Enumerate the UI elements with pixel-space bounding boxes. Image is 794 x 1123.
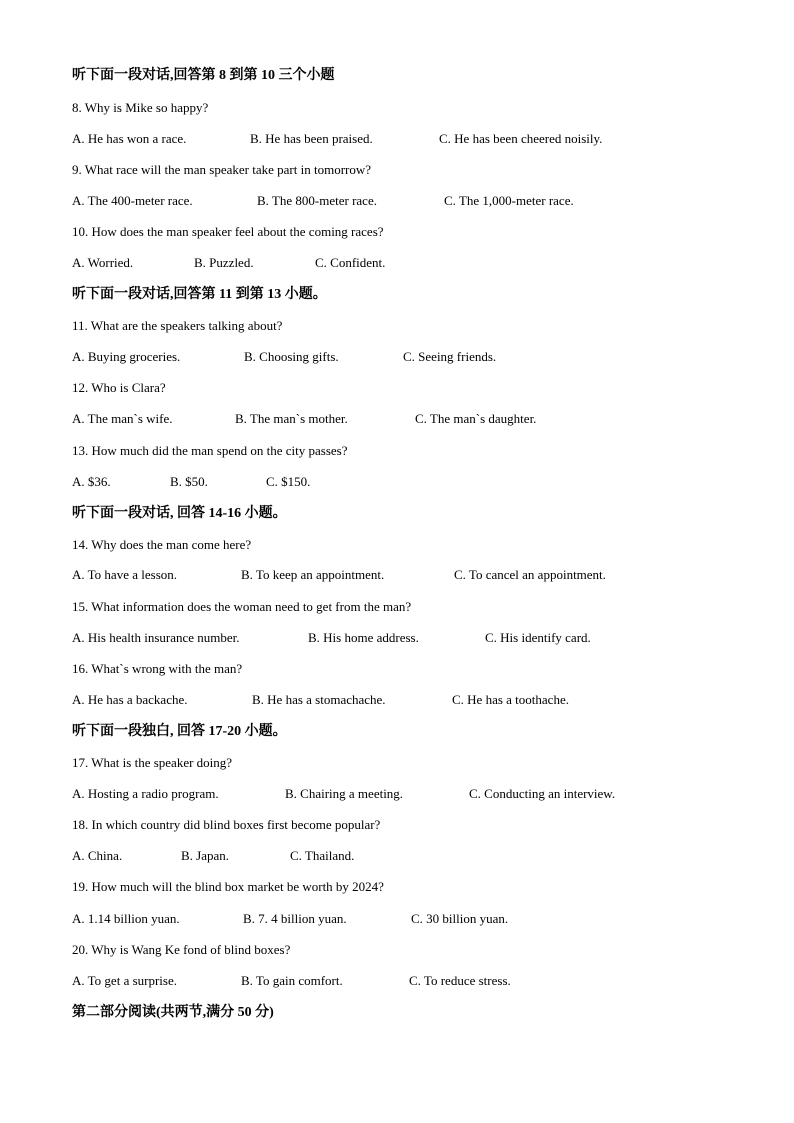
option-a: A. To get a surprise.	[72, 973, 177, 988]
question-text: 20. Why is Wang Ke fond of blind boxes?	[72, 942, 291, 957]
option-b: B. The 800-meter race.	[257, 193, 377, 208]
option-c: C. To cancel an appointment.	[454, 567, 606, 582]
option-a: A. He has a backache.	[72, 692, 188, 707]
question-text: 18. In which country did blind boxes first become popular?	[72, 817, 381, 832]
option-b: B. Choosing gifts.	[244, 349, 339, 364]
option-b: B. Chairing a meeting.	[285, 786, 404, 801]
question-text: 9. What race will the man speaker take part in tomorrow?	[72, 162, 372, 177]
option-c: C. He has been cheered noisily.	[439, 131, 603, 146]
section-heading: 听下面一段对话,回答第 11 到第 13 小题。	[72, 287, 327, 302]
option-a: A. The 400-meter race.	[72, 193, 193, 208]
option-b: B. To gain comfort.	[241, 973, 343, 988]
question-text: 15. What information does the woman need to get from the man?	[72, 599, 412, 614]
option-c: C. He has a toothache.	[452, 692, 569, 707]
option-b: B. Japan.	[181, 848, 230, 863]
option-c: C. Thailand.	[290, 848, 355, 863]
option-a: A. To have a lesson.	[72, 567, 177, 582]
question-text: 11. What are the speakers talking about?	[72, 318, 283, 333]
option-b: B. To keep an appointment.	[241, 567, 385, 582]
option-b: B. 7. 4 billion yuan.	[243, 911, 347, 926]
question-text: 14. Why does the man come here?	[72, 537, 252, 552]
section-heading: 听下面一段独白, 回答 17-20 小题。	[72, 724, 287, 739]
option-c: C. $150.	[266, 474, 311, 489]
option-a: A. He has won a race.	[72, 131, 187, 146]
option-c: C. Confident.	[315, 255, 386, 270]
option-a: A. His health insurance number.	[72, 630, 240, 645]
question-text: 12. Who is Clara?	[72, 380, 166, 395]
question-text: 19. How much will the blind box market be worth by 2024?	[72, 879, 384, 894]
option-a: A. Buying groceries.	[72, 349, 181, 364]
option-a: A. China.	[72, 848, 123, 863]
question-text: 16. What`s wrong with the man?	[72, 661, 243, 676]
question-text: 13. How much did the man spend on the city passes?	[72, 443, 348, 458]
option-c: C. The 1,000-meter race.	[444, 193, 574, 208]
part-two-heading: 第二部分阅读(共两节,满分 50 分)	[72, 1005, 274, 1020]
option-b: B. The man`s mother.	[235, 411, 348, 426]
option-c: C. To reduce stress.	[409, 973, 511, 988]
option-b: B. He has been praised.	[250, 131, 373, 146]
option-b: B. $50.	[170, 474, 208, 489]
option-b: B. He has a stomachache.	[252, 692, 386, 707]
option-c: C. His identify card.	[485, 630, 591, 645]
option-a: A. Worried.	[72, 255, 134, 270]
option-a: A. The man`s wife.	[72, 411, 173, 426]
section-heading: 听下面一段对话, 回答 14-16 小题。	[72, 506, 287, 521]
option-b: B. Puzzled.	[194, 255, 254, 270]
option-c: C. Conducting an interview.	[469, 786, 616, 801]
option-a: A. $36.	[72, 474, 111, 489]
option-c: C. The man`s daughter.	[415, 411, 537, 426]
option-a: A. 1.14 billion yuan.	[72, 911, 180, 926]
question-text: 10. How does the man speaker feel about the coming races?	[72, 224, 384, 239]
section-heading: 听下面一段对话,回答第 8 到第 10 三个小题	[72, 68, 335, 83]
option-b: B. His home address.	[308, 630, 419, 645]
option-c: C. 30 billion yuan.	[411, 911, 509, 926]
option-c: C. Seeing friends.	[403, 349, 497, 364]
option-a: A. Hosting a radio program.	[72, 786, 219, 801]
question-text: 8. Why is Mike so happy?	[72, 100, 209, 115]
question-text: 17. What is the speaker doing?	[72, 755, 233, 770]
